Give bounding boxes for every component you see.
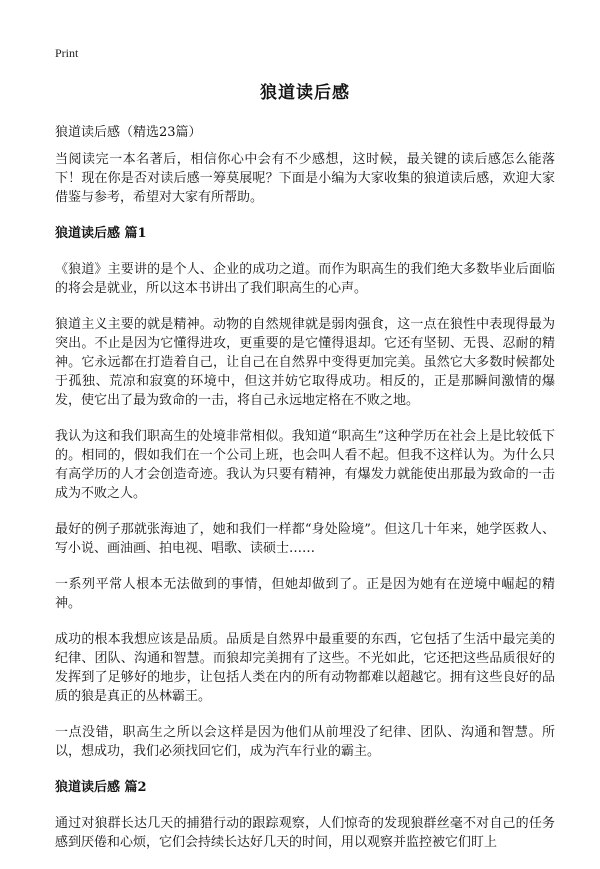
intro-paragraph: 当阅读完一本名著后，相信你心中会有不少感想，这时候，最关键的读后感怎么能落下！现在你是否对读后感一筹莫展呢？下面是小编为大家收集的狼道读后感，欢迎大家借鉴与参考，希望对大家有所帮助。 (55, 152, 555, 205)
paragraph-1-4: 最好的例子那就张海迪了，她和我们一样都“身处险境”。但这几十年来，她学医救人、写小说、画油画、拍电视、唱歌、读硕士…… (55, 522, 555, 556)
section-heading-1: 狼道读后感 篇1 (55, 226, 147, 241)
paragraph-1-1: 《狼道》主要讲的是个人、企业的成功之道。而作为职高生的我们绝大多数毕业后面临的将会是就业，所以这本书讲出了我们职高生的心声。 (55, 262, 555, 296)
paragraph-1-3: 我认为这和我们职高生的处境非常相似。我知道“职高生”这种学历在社会上是比较低下的。相同的，假如我们在一个公司上班，也会叫人看不起。但我不这样认为。为什么只有高学历的人才会创造奇迹。我认为只要有精神，有爆发力就能使出那最为致命的一击成为不败之人。 (55, 429, 555, 501)
article-body (55, 150, 555, 869)
paragraph-1-6: 成功的根本我想应该是品质。品质是自然界中最重要的东西，它包括了生活中最完美的纪律、团队、沟通和智慧。而狼却完美拥有了这些。不光如此，它还把这些品质很好的发挥到了足够好的地步，让包括人类在内的所有动物都难以超越它。拥有这些良好的品质的狼是真正的丛林霸王。 (55, 632, 555, 704)
paragraph-1-7: 一点没错，职高生之所以会这样是因为他们从前埋没了纪律、团队、沟通和智慧。所以，想成功，我们必须找回它们，成为汽车行业的霸主。 (55, 725, 555, 759)
paragraph-2-1: 通过对狼群长达几天的捕猎行动的跟踪观察，人们惊奇的发现狼群丝毫不对自己的任务感到厌倦和心烦，它们会持续长达好几天的时间，用以观察并监控被它们盯上 (55, 816, 555, 850)
document-subtitle: 狼道读后感（精选23篇） (55, 125, 202, 140)
print-link[interactable]: Print (55, 46, 79, 60)
page-title: 狼道读后感 (260, 83, 350, 103)
paragraph-1-5: 一系列平常人根本无法做到的事情，但她却做到了。正是因为她有在逆境中崛起的精神。 (55, 577, 555, 611)
section-heading-2: 狼道读后感 篇2 (55, 780, 147, 795)
paragraph-1-2: 狼道主义主要的就是精神。动物的自然规律就是弱肉强食，这一点在狼性中表现得最为突出。不止是因为它懂得进攻，更重要的是它懂得退却。它还有坚韧、无畏、忍耐的精神。它永远都在打造着自己，让自己在自然界中变得更加完美。虽然它大多数时候都处于孤独、荒凉和寂寞的环境中，但这并妨它取得成功。相反的，正是那瞬间激情的爆发，使它出了最为致命的一击，将自己永远地定格在不败之地。 (55, 317, 555, 408)
